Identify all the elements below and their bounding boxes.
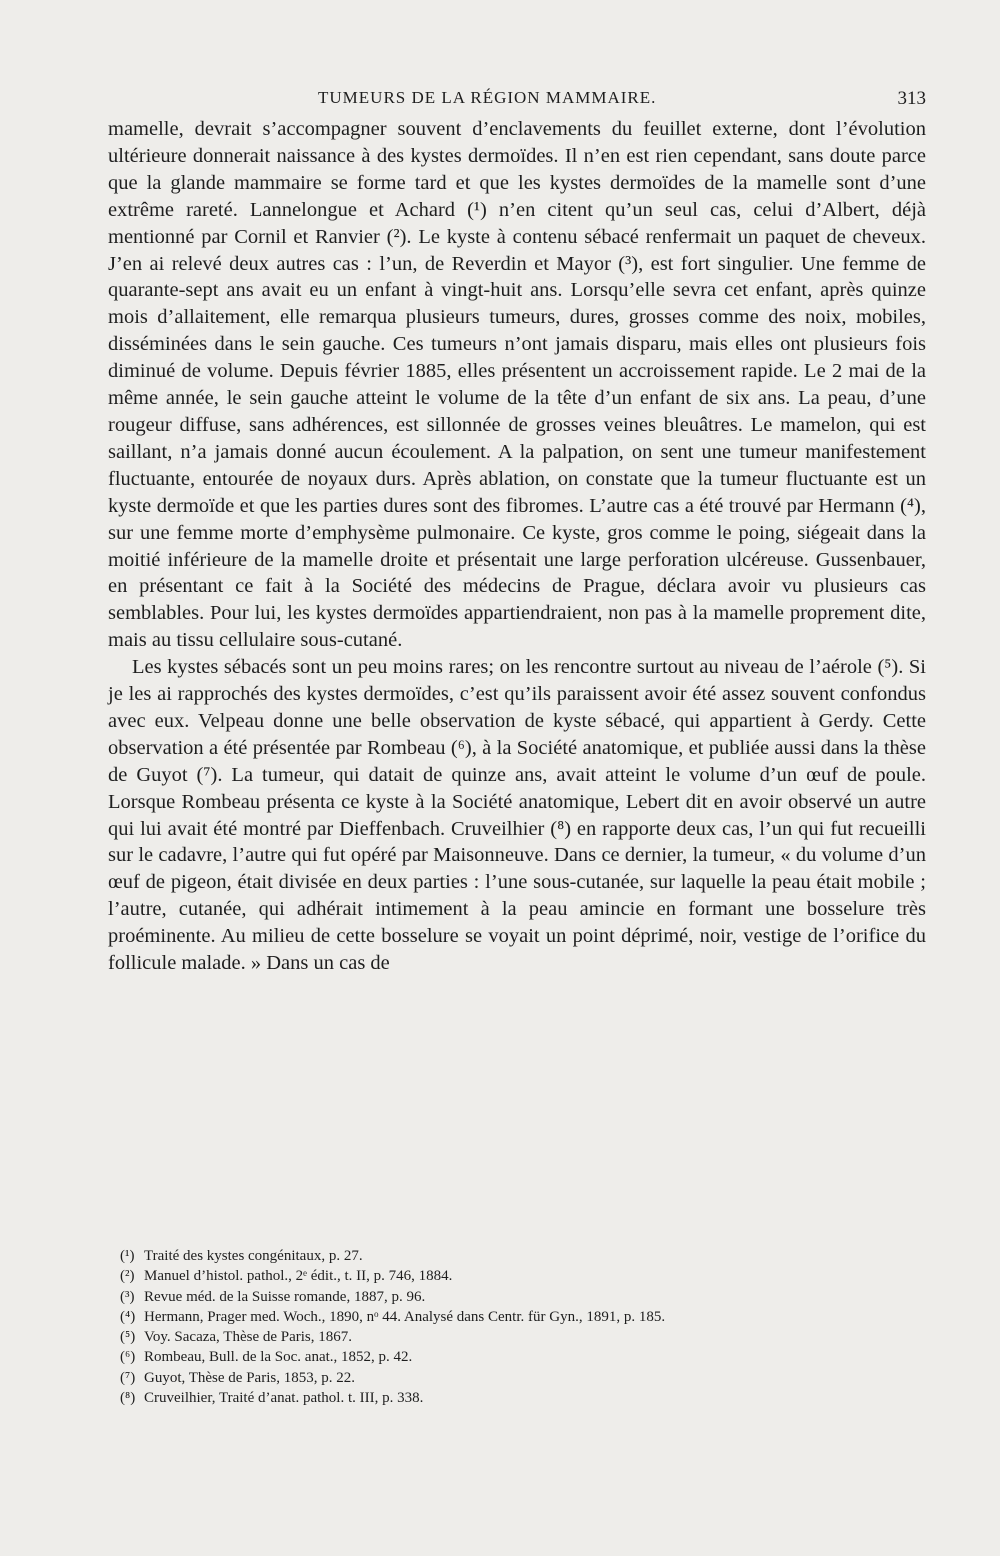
footnote — [120, 1287, 926, 1307]
footnote-text: Manuel d’histol. pathol., 2ᵉ édit., t. II, p. 746, 1884. — [144, 1268, 453, 1285]
paragraph: Les kystes sébacés sont un peu moins rares; on les rencontre surtout au niveau de l’aérole (⁵). Si je les ai rapprochés des kystes dermoïdes, c’est qu’ils paraissent avoir été assez souvent confondus avec eux. Velpeau donne une belle observation de kyste sébacé, qui appartient à Gerdy. Cette observation a été présentée par Rombeau (⁶), à la Société anatomique, et publiée aussi dans la thèse de Guyot (⁷). La tumeur, qui datait de quinze ans, avait atteint le volume d’un œuf de poule. Lorsque Rombeau présenta ce kyste à la Société anatomique, Lebert dit en avoir observé un autre qui lui avait été montré par Dieffenbach. Cruveilhier (⁸) en rapporte deux cas, l’un qui fut recueilli sur le cadavre, l’autre qui fut opéré par Maisonneuve. Dans ce dernier, la tumeur, « du volume d’un œuf de pigeon, était divisée en deux parties : l’une sous-cutanée, sur laquelle la peau était mobile ; l’autre, cutanée, qui adhérait intimement à la peau amincie en formant une bosselure très proéminente. Au milieu de cette bosselure se voyait un point déprimé, noir, vestige de l’orifice du follicule malade. » Dans un cas de — [108, 656, 926, 975]
body-text — [108, 116, 926, 977]
footnote — [120, 1327, 926, 1347]
footnotes — [120, 1246, 926, 1408]
footnote-mark: (³) — [120, 1288, 135, 1305]
footnote-text: Rombeau, Bull. de la Soc. anat., 1852, p. 42. — [144, 1349, 413, 1366]
footnote — [120, 1347, 926, 1367]
footnote — [120, 1388, 926, 1408]
paragraph: mamelle, devrait s’accompagner souvent d’enclavements du feuillet externe, dont l’évolution ultérieure donnerait naissance à des kystes dermoïdes. Il n’en est rien cependant, sans doute parce que la glande mammaire se forme tard et que les kystes dermoïdes de la mamelle sont d’une extrême rareté. Lannelongue et Achard (¹) n’en citent qu’un seul cas, celui d’Albert, déjà mentionné par Cornil et Ranvier (²). Le kyste à contenu sébacé renfermait un paquet de cheveux. J’en ai relevé deux autres cas : l’un, de Reverdin et Mayor (³), est fort singulier. Une femme de quarante-sept ans avait eu un enfant à vingt-huit ans. Lorsqu’elle sevra cet enfant, après quinze mois d’allaitement, elle remarqua plusieurs tumeurs, dures, grosses comme des noix, mobiles, disséminées dans le sein gauche. Ces tumeurs n’ont jamais disparu, mais elles ont plusieurs fois diminué de volume. Depuis février 1885, elles présentent un accroissement rapide. Le 2 mai de la même année, le sein gauche atteint le volume de la tête d’un enfant de six ans. La peau, d’une rougeur diffuse, sans adhérences, est sillonnée de grosses veines bleuâtres. Le mamelon, qui est saillant, n’a jamais donné aucun écoulement. A la palpation, on sent une tumeur manifestement fluctuante, entourée de noyaux durs. Après ablation, on constate que la tumeur fluctuante est un kyste dermoïde et que les parties dures sont des fibromes. L’autre cas a été trouvé par Hermann (⁴), sur une femme morte d’emphysème pulmonaire. Ce kyste, gros comme le poing, siégeait dans la moitié inférieure de la mamelle droite et présentait une large perforation ulcéreuse. Gussenbauer, en présentant ce fait à la Société des médecins de Prague, déclara avoir vu plusieurs cas semblables. Pour lui, les kystes dermoïdes appartiendraient, non pas à la mamelle proprement dite, mais au tissu cellulaire sous-cutané. — [108, 118, 926, 652]
footnote-mark: (⁵) — [120, 1329, 136, 1346]
footnote-text: Hermann, Prager med. Woch., 1890, nᵒ 44. Analysé dans Centr. für Gyn., 1891, p. 185. — [144, 1308, 666, 1325]
running-title: TUMEURS DE LA RÉGION MAMMAIRE. — [318, 88, 657, 107]
footnote-mark: (¹) — [120, 1248, 135, 1264]
footnote-mark: (⁸) — [120, 1390, 136, 1407]
footnote-mark: (⁴) — [120, 1308, 136, 1325]
footnote-text: Voy. Sacaza, Thèse de Paris, 1867. — [144, 1329, 353, 1346]
footnote-text: Cruveilhier, Traité d’anat. pathol. t. III, p. 338. — [144, 1390, 424, 1407]
footnote-text: Revue méd. de la Suisse romande, 1887, p. 96. — [144, 1288, 426, 1305]
footnote-text: Traité des kystes congénitaux, p. 27. — [144, 1248, 363, 1264]
footnote-mark: (⁷) — [120, 1369, 136, 1386]
footnote — [120, 1368, 926, 1388]
footnote — [120, 1307, 926, 1327]
page-header — [108, 88, 926, 118]
footnote — [120, 1246, 926, 1266]
footnote-text: Guyot, Thèse de Paris, 1853, p. 22. — [144, 1369, 355, 1386]
footnote — [120, 1266, 926, 1286]
footnote-mark: (²) — [120, 1268, 135, 1285]
page-number: 313 — [897, 88, 926, 109]
footnote-mark: (⁶) — [120, 1349, 136, 1366]
